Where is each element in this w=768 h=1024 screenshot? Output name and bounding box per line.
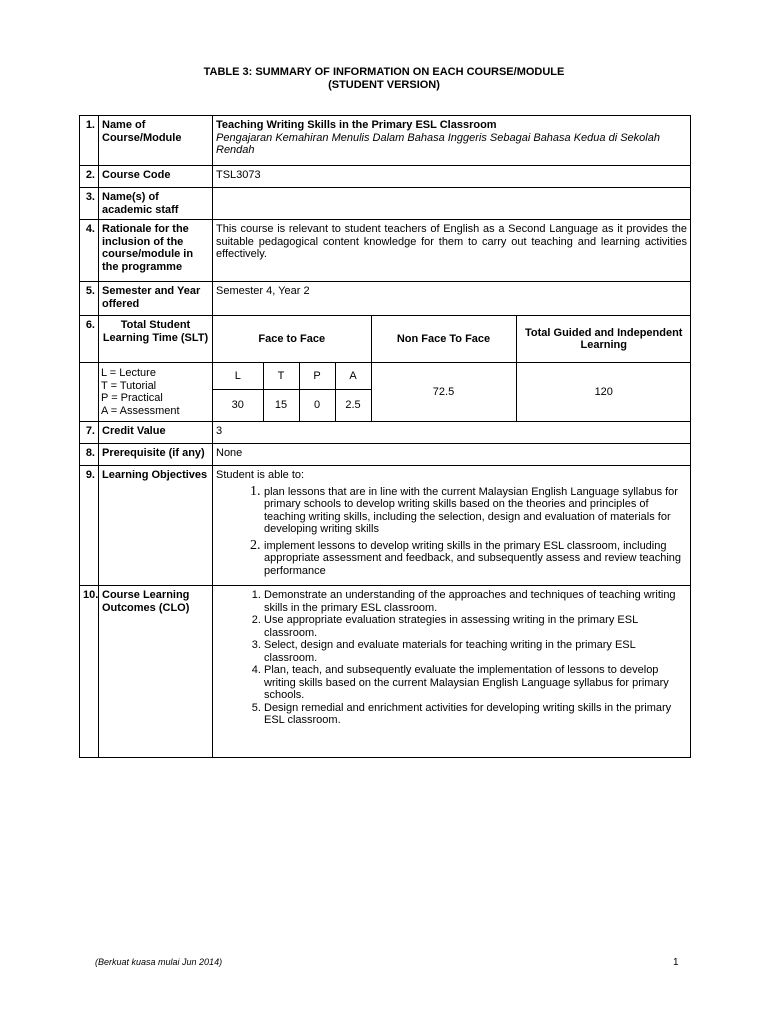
row-number: 10.: [80, 586, 99, 758]
row-label: Prerequisite (if any): [99, 444, 213, 466]
row-label: Course Code: [99, 166, 213, 188]
clo-item: 5. Design remedial and enrichment activities for developing writing skills in the primary ESL classroom.: [264, 702, 687, 727]
non-face-to-face-header: Non Face To Face: [371, 316, 516, 362]
row-number: 2.: [80, 166, 99, 188]
col-a-header: A: [335, 363, 371, 390]
slt-legend: [99, 363, 213, 422]
document-subtitle: (STUDENT VERSION): [328, 79, 440, 91]
row-label: Name of Course/Module: [99, 116, 213, 166]
row-course-code: [80, 166, 691, 188]
course-title-malay: Pengajaran Kemahiran Menulis Dalam Bahasa Inggeris Sebagai Bahasa Kedua di Sekolah Rendah: [216, 131, 660, 156]
total-guided-header: Total Guided and Independent Learning: [516, 316, 691, 362]
course-name-cell: [213, 116, 691, 166]
objective-item: 1. plan lessons that are in line with the current Malaysian English Language syllabus for primary schools to develop writing skills based on the theories and principles of teaching writing skills, including the selection, design and evaluation of materials for developing writing skills: [264, 486, 687, 536]
row-number: 8.: [80, 444, 99, 466]
row-number: 1.: [80, 116, 99, 166]
col-t-value: 15: [263, 390, 299, 421]
row-academic-staff: [80, 188, 691, 220]
clo-item: 4. Plan, teach, and subsequently evaluate the implementation of lessons to develop writing skills based on the current Malaysian English Language syllabus for primary schools.: [264, 664, 687, 702]
row-number: 9.: [80, 466, 99, 586]
row-credit-value: [80, 422, 691, 444]
row-semester: [80, 282, 691, 316]
footer-note: (Berkuat kuasa mulai Jun 2014): [95, 957, 223, 967]
col-l-value: 30: [213, 390, 263, 421]
slt-values-table: [213, 363, 691, 421]
non-face-to-face-value: 72.5: [371, 363, 516, 421]
col-t-header: T: [263, 363, 299, 390]
legend-item: P = Practical: [101, 392, 163, 404]
row-label: Name(s) of academic staff: [99, 188, 213, 220]
credit-value: 3: [213, 422, 691, 444]
slt-header-table: [213, 316, 691, 362]
row-slt-header: [80, 316, 691, 363]
row-number: 6.: [80, 316, 99, 363]
row-prerequisite: [80, 444, 691, 466]
row-label: Credit Value: [99, 422, 213, 444]
col-a-value: 2.5: [335, 390, 371, 421]
row-label: Total Student Learning Time (SLT): [99, 316, 213, 363]
legend-item: A = Assessment: [101, 404, 180, 417]
clo-item: 1. Demonstrate an understanding of the approaches and techniques of teaching writing skills in the primary ESL classroom.: [264, 589, 687, 614]
col-p-header: P: [299, 363, 335, 390]
objectives-list: [216, 486, 687, 578]
page-number: 1: [673, 957, 679, 968]
objectives-intro: Student is able to:: [216, 469, 305, 481]
course-code-value: TSL3073: [213, 166, 691, 188]
col-l-header: L: [213, 363, 263, 390]
slt-values-cell: [213, 363, 691, 422]
row-label: Rationale for the inclusion of the course/module in the programme: [99, 220, 213, 282]
semester-value: Semester 4, Year 2: [213, 282, 691, 316]
row-number: 3.: [80, 188, 99, 220]
rationale-value: This course is relevant to student teachers of English as a Second Language as it provides the suitable pedagogical content knowledge for them to carry out teaching and learning activities effectively.: [213, 220, 691, 282]
face-to-face-header: Face to Face: [213, 316, 371, 362]
academic-staff-value: [213, 188, 691, 220]
clo-item: 2. Use appropriate evaluation strategies in assessing writing in the primary ESL classroom.: [264, 614, 687, 639]
course-summary-table: [79, 115, 691, 758]
clo-list: [216, 589, 687, 727]
row-course-name: [80, 116, 691, 166]
document-title: TABLE 3: SUMMARY OF INFORMATION ON EACH COURSE/MODULE: [203, 66, 565, 78]
row-number: 7.: [80, 422, 99, 444]
row-learning-objectives: [80, 466, 691, 586]
row-clo: [80, 586, 691, 758]
clo-item: 3. Select, design and evaluate materials for teaching writing in the primary ESL classroom.: [264, 639, 687, 664]
row-rationale: [80, 220, 691, 282]
total-guided-value: 120: [516, 363, 691, 421]
row-label: Course Learning Outcomes (CLO): [99, 586, 213, 758]
row-label: Semester and Year offered: [99, 282, 213, 316]
legend-item: T = Tutorial: [101, 379, 157, 392]
legend-item: L = Lecture: [101, 367, 156, 379]
row-number: 5.: [80, 282, 99, 316]
col-p-value: 0: [299, 390, 335, 421]
row-number-empty: [80, 363, 99, 422]
objective-item: 2. implement lessons to develop writing skills in the primary ESL classroom, including appropriate assessment and feedback, and subsequently assess and review teaching performance: [264, 540, 687, 578]
row-number: 4.: [80, 220, 99, 282]
row-label: Learning Objectives: [99, 466, 213, 586]
prerequisite-value: None: [213, 444, 691, 466]
clo-cell: [213, 586, 691, 758]
learning-objectives-cell: [213, 466, 691, 586]
row-slt-values: [80, 363, 691, 422]
slt-header-cell: [213, 316, 691, 363]
course-title: Teaching Writing Skills in the Primary ESL Classroom: [216, 119, 497, 131]
